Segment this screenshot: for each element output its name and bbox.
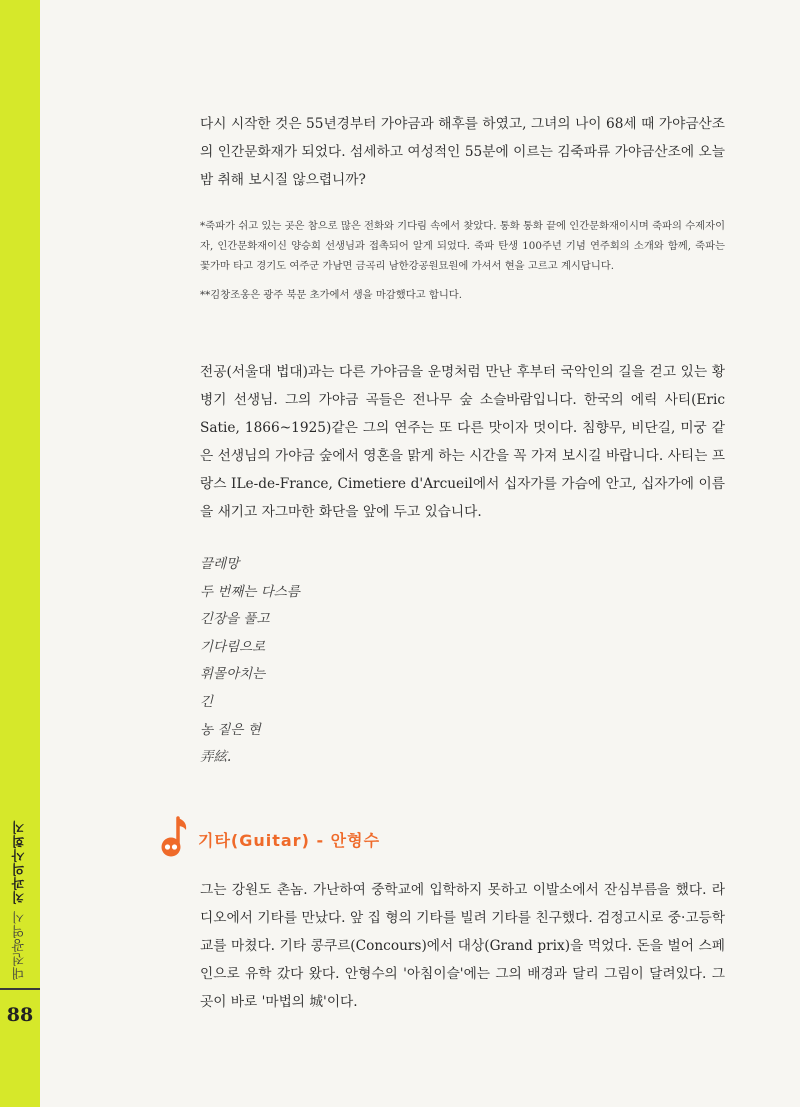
paragraph-1: 다시 시작한 것은 55년경부터 가야금과 해후를 하였고, 그녀의 나이 68세 때 가야금산조의 인간문화재가 되었다. 섬세하고 여성적인 55분에 이르는 김죽파류 가야금산조에 오늘밤 취해 보시질 않으렵니까? <box>200 116 725 188</box>
poem-line: 두 번째는 다스름 <box>200 583 300 600</box>
footnote-2: **김창조옹은 광주 북문 초가에서 생을 마감했다고 합니다. <box>200 289 462 301</box>
footnotes <box>200 216 725 305</box>
music-note-icon <box>160 815 190 859</box>
footnote-1: *죽파가 쉬고 있는 곳은 참으로 많은 전화와 기다림 속에서 찾았다. 통화 통화 끝에 인간문화재이시며 죽파의 수제자이자, 인간문화재이신 양승희 선생님과 접촉되어 알게 되었다. 죽파 탄생 100주년 기념 연주회의 소개와 함께, 죽파는 꽃가마 타고 경기도 여주군 가남면 금곡리 남한강공원묘원에 가셔서 현을 고르고 계시답니다. <box>200 220 726 272</box>
section-heading <box>160 815 380 859</box>
sidebar-city: 대전광역시 <box>12 910 28 980</box>
poem-line: 弄絃. <box>200 749 232 766</box>
sidebar-council: 치과의사회지 <box>12 820 28 904</box>
sidebar-vertical-title <box>2 810 38 980</box>
paragraph-2: 전공(서울대 법대)과는 다른 가야금을 운명처럼 만난 후부터 국악인의 길을 걷고 있는 황병기 선생님. 그의 가야금 곡들은 전나무 숲 소슬바람입니다. 한국의 에릭 사티(Eric Satie, 1866~1925)같은 그의 연주는 또 다른 맛이자 멋이다. 침향무, 비단길, 미궁 같은 선생님의 가야금 숲에서 영혼을 맑게 하는 시간을 꼭 가져 보시길 바랍니다. 사티는 프랑스 ILe-de-France, Cimetiere d'Arcueil에서 십자가를 가슴에 안고, 십자가에 이름을 새기고 자그마한 화단을 앞에 두고 있습니다. <box>200 364 725 520</box>
poem-line: 농 짙은 현 <box>200 721 261 738</box>
poem-line: 휘몰아치는 <box>200 666 266 683</box>
paragraph-3: 그는 강원도 촌놈. 가난하여 중학교에 입학하지 못하고 이발소에서 잔심부름을 했다. 라디오에서 기타를 만났다. 앞 집 형의 기타를 빌려 기타를 친구했다. 검정고시로 중·고등학교를 마쳤다. 기타 콩쿠르(Concours)에서 대상(Grand prix)을 먹었다. 돈을 벌어 스페인으로 유학 갔다 왔다. 안형수의 '아침이슬'에는 그의 배경과 달리 그림이 달려있다. 그 곳이 바로 '마법의 城'이다. <box>200 882 725 1010</box>
page-number: 88 <box>6 1004 34 1026</box>
poem <box>200 551 725 772</box>
section-title: 기타(Guitar) - 안형수 <box>198 830 381 850</box>
poem-line: 끌레망 <box>200 556 240 572</box>
sidebar-divider <box>0 988 40 990</box>
poem-line: 긴장을 풀고 <box>200 611 270 628</box>
poem-line: 기다림으로 <box>200 638 266 655</box>
poem-line: 긴 <box>200 693 214 710</box>
